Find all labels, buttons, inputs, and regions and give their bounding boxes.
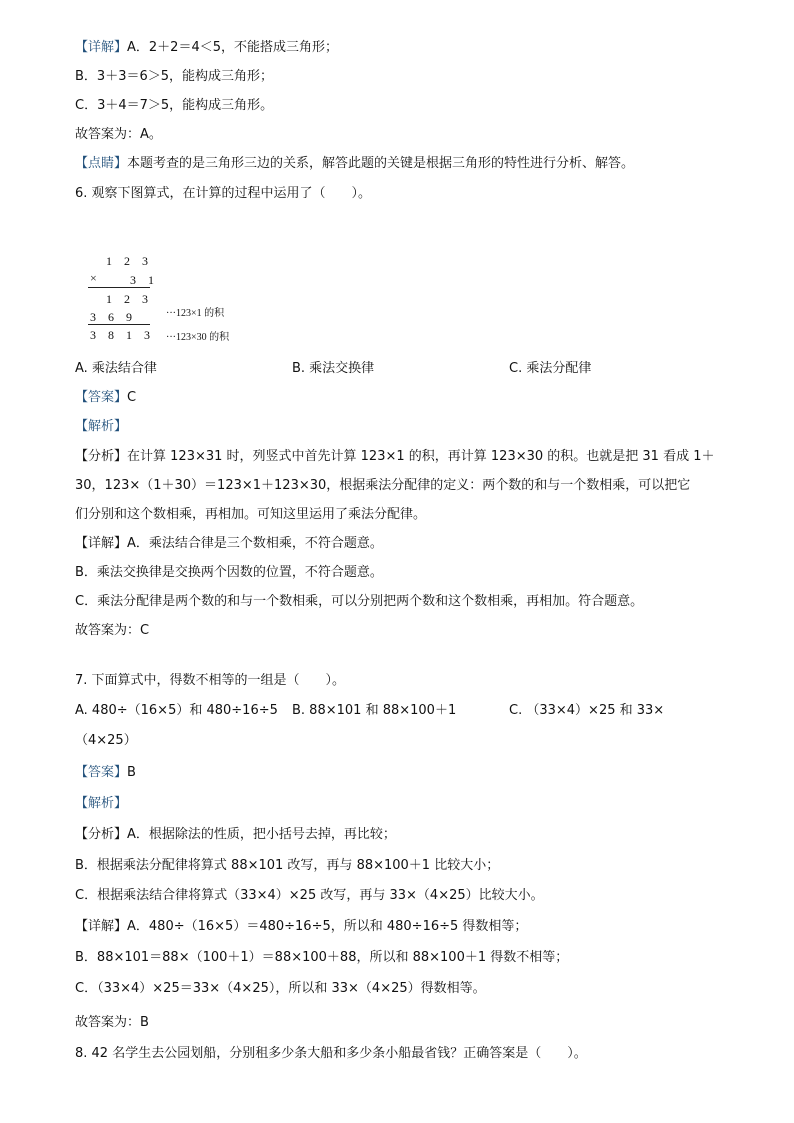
label: 【分析】 <box>75 827 128 842</box>
text-line: C．乘法分配律是两个数的和与一个数相乘，可以分别把两个数和这个数相乘，再相加。符合题意。 <box>75 594 644 609</box>
text-line: C．3＋4＝7＞5，能构成三角形。 <box>75 98 274 113</box>
option-a: A. 480÷（16×5）和 480÷16÷5 <box>75 703 278 718</box>
answer-line <box>75 761 136 780</box>
text-line: B．88×101＝88×（100＋1）＝88×100＋88，所以和 88×100＋1 得数不相等； <box>75 950 569 965</box>
question-6: 6. 观察下图算式，在计算的过程中运用了（ ）。 <box>75 186 372 201</box>
option-b: B. 88×101 和 88×100＋1 <box>292 703 457 718</box>
option-c-cont: （4×25） <box>75 733 137 748</box>
option-b: B. 乘法交换律 <box>292 361 375 376</box>
option-c: C. 乘法分配律 <box>509 361 592 376</box>
text-line <box>75 36 338 55</box>
text-line <box>75 152 634 171</box>
text-line <box>75 823 396 842</box>
calc-row: 3 6 9 <box>90 310 133 324</box>
calc-note: ···123×1 的积 <box>166 308 225 319</box>
text: A．乘法结合律是三个数相乘，不符合题意。 <box>127 536 383 551</box>
question-8: 8. 42 名学生去公园划船，分别租多少条大船和多少条小船最省钱？正确答案是（ ）。 <box>75 1046 587 1061</box>
text-line <box>75 915 527 934</box>
text-line: 故答案为：A。 <box>75 127 162 142</box>
text-line: C．根据乘法结合律将算式（33×4）×25 改写，再与 33×（4×25）比较大小。 <box>75 888 544 903</box>
calc-row: × <box>90 271 97 285</box>
text: 在计算 123×31 时，列竖式中首先计算 123×1 的积，再计算 123×30 的积。也就是把 31 看成 1＋ <box>127 449 715 464</box>
text-line: 们分别和这个数相乘，再相加。可知这里运用了乘法分配律。 <box>75 507 427 522</box>
calc-row: 3 8 1 3 <box>90 328 151 342</box>
divider <box>88 287 150 288</box>
text: 本题考查的是三角形三边的关系，解答此题的关键是根据三角形的特性进行分析、解答。 <box>127 156 635 171</box>
analysis-heading: 【解析】 <box>75 419 128 434</box>
text-line: B．根据乘法分配律将算式 88×101 改写，再与 88×100＋1 比较大小； <box>75 858 500 873</box>
question-7: 7. 下面算式中，得数不相等的一组是（ ）。 <box>75 673 346 688</box>
analysis-heading: 【解析】 <box>75 796 128 811</box>
label: 【详解】 <box>75 919 128 934</box>
text-line: B．3＋3＝6＞5，能构成三角形； <box>75 69 274 84</box>
option-c: C. （33×4）×25 和 33× <box>509 703 665 718</box>
text: A．2＋2＝4＜5，不能搭成三角形； <box>127 40 338 55</box>
answer: B <box>127 765 136 780</box>
text-line: 故答案为：C <box>75 623 150 638</box>
text-line: 故答案为：B <box>75 1015 149 1030</box>
label: 【点睛】 <box>75 156 128 171</box>
answer-line <box>75 386 136 405</box>
calc-row: 1 2 3 <box>106 254 149 268</box>
calc-row: 1 2 3 <box>106 292 149 306</box>
text-line: C．（33×4）×25＝33×（4×25），所以和 33×（4×25）得数相等。 <box>75 981 486 996</box>
text: A．480÷（16×5）＝480÷16÷5，所以和 480÷16÷5 得数相等； <box>127 919 528 934</box>
text-line <box>75 532 383 551</box>
divider <box>88 324 150 325</box>
text-line <box>75 445 715 464</box>
text-line: 30，123×（1＋30）＝123×1＋123×30，根据乘法分配律的定义：两个数的和与一个数相乘，可以把它 <box>75 478 691 493</box>
text: A．根据除法的性质，把小括号去掉，再比较； <box>127 827 396 842</box>
label: 【详解】 <box>75 536 128 551</box>
label: 【详解】 <box>75 40 128 55</box>
label: 【答案】 <box>75 390 128 405</box>
label: 【答案】 <box>75 765 128 780</box>
answer: C <box>127 390 137 405</box>
calc-note: ···123×30 的积 <box>166 332 230 343</box>
label: 【分析】 <box>75 449 128 464</box>
option-a: A. 乘法结合律 <box>75 361 157 376</box>
text-line: B．乘法交换律是交换两个因数的位置，不符合题意。 <box>75 565 383 580</box>
calc-row: 3 1 <box>130 273 155 287</box>
